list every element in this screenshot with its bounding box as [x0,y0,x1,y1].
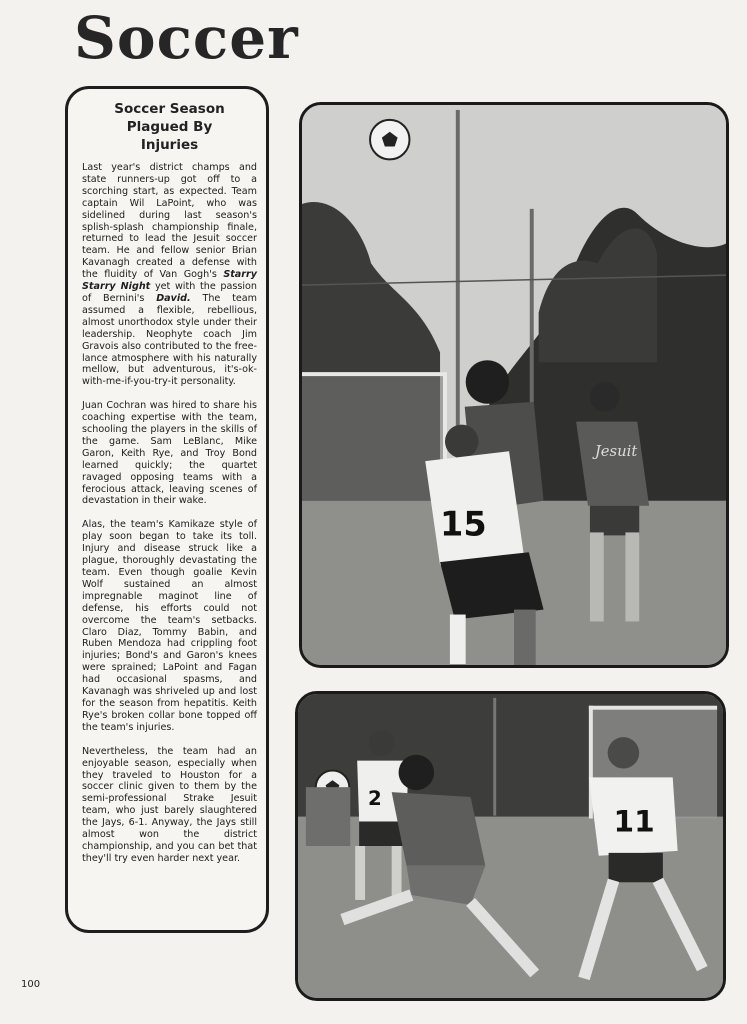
article-headline [82,100,257,154]
headline-line: Soccer Season [114,101,225,117]
photo-soccer-header-play [299,102,729,668]
article-paragraph [82,400,257,507]
photo-top-image [302,105,726,665]
paragraph-text: Nevertheless, the team had an enjoyable season, especially when they traveled to Houston for a soccer clinic given to them by the semi-professional Strake Jesuit team, who just barely slaughtered the Jays, 6-1. Anyway, the Jays still almost won the district championship, and you can bet that they'll try even harder next year. [82,745,257,864]
paragraph-text: Juan Cochran was hired to share his coaching expertise with the team, schooling the players in the skills of the game. Sam LeBlanc, Mike Garon, Keith Rye, and Troy Bond learned quickly; the quartet ravaged opposing teams with a ferocious attack, leaving scenes of devastation in their wake. [82,400,257,507]
jersey-number-11: 11 [613,804,655,839]
photo-soccer-game-action [295,691,726,1001]
page-title: Soccer [74,4,299,72]
page-number: 100 [21,979,41,990]
paragraph-text: Last year's district champs and state runners-up got off to a scorching start, as expected. Team captain Wil LaPoint, who was sidelined during last season's splish-splash championship finale, returned to lead the Jesuit soccer team. He and fellow senior Brian Kavanagh created a defense with the fluidity of Van Gogh's [82,162,257,281]
article-paragraph [82,746,257,865]
article-paragraph [82,519,257,733]
headline-line: Injuries [140,137,199,153]
article-paragraph [82,162,257,388]
paragraph-text: The team assumed a flexible, rebellious, almost unorthodox style under their leadership. Neophyte coach Jim Gravois also contributed to the free-lance atmosphere with his naturally mellow, but adventurous, it's-ok-with-me-if-you-try-it personality. [82,292,257,388]
paragraph-text: Alas, the team's Kamikaze style of play soon began to take its toll. Injury and disease struck like a plague, thoroughly devastating the team. Even though goalie Kevin Wolf sustained an almost impregnable maginot line of defense, his efforts could not overcome the team's setbacks. Claro Diaz, Tommy Babin, and Ruben Mendoza had crippling foot injuries; Bond's and Garon's knees were sprained; LaPoint and Fagan had occasional spasms, and Kavanagh was shriveled up and lost for the season from hepatitis. Keith Rye's broken collar bone topped off the team's injuries. [82,519,257,733]
emphasized-title: Starry Starry Night [82,269,257,293]
paragraph-text: yet with the passion of Bernini's [82,281,257,304]
emphasized-title: David. [156,292,191,304]
article-body [82,162,257,865]
jersey-number-2: 2 [368,786,382,810]
article-box [65,86,269,933]
headline-line: Plagued By [126,119,213,135]
photo-bottom-image [298,694,723,998]
jersey-script-text: Jesuit [594,443,638,461]
jersey-number-15: 15 [440,504,487,544]
